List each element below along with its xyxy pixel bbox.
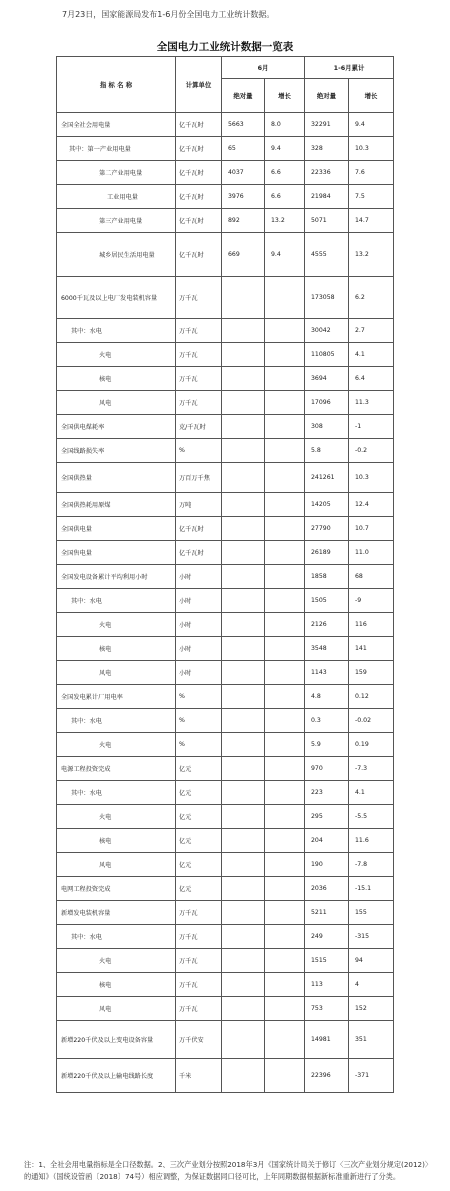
header-june: 6月 [222, 57, 305, 79]
row-june-growth [265, 589, 305, 613]
row-ytd-growth: 13.2 [349, 233, 394, 277]
row-ytd-abs: 249 [305, 925, 349, 949]
row-ytd-abs: 5071 [305, 209, 349, 233]
row-ytd-abs: 1858 [305, 565, 349, 589]
row-unit: 小时 [176, 661, 222, 685]
row-june-abs [222, 949, 265, 973]
table-row [57, 233, 394, 277]
row-ytd-growth: 10.3 [349, 463, 394, 493]
row-june-abs [222, 343, 265, 367]
row-ytd-abs: 223 [305, 781, 349, 805]
row-unit: 亿元 [176, 757, 222, 781]
table-row [57, 661, 394, 685]
row-name: 全国发电累计厂用电率 [57, 685, 176, 709]
row-name: 全国线路损失率 [57, 439, 176, 463]
row-june-growth: 9.4 [265, 233, 305, 277]
row-unit: 万千伏安 [176, 1021, 222, 1059]
row-june-growth [265, 1021, 305, 1059]
row-ytd-abs: 1143 [305, 661, 349, 685]
row-name: 其中：第一产业用电量 [57, 137, 176, 161]
row-unit: % [176, 685, 222, 709]
table-row [57, 161, 394, 185]
row-unit: 亿千瓦时 [176, 209, 222, 233]
header-ytd-abs: 绝对量 [305, 79, 349, 113]
row-ytd-growth: 155 [349, 901, 394, 925]
row-unit: 亿千瓦时 [176, 233, 222, 277]
row-june-growth [265, 949, 305, 973]
table-row [57, 517, 394, 541]
row-ytd-abs: 970 [305, 757, 349, 781]
table-row [57, 637, 394, 661]
row-june-growth: 6.6 [265, 185, 305, 209]
row-june-growth [265, 733, 305, 757]
row-ytd-growth: 0.19 [349, 733, 394, 757]
row-june-abs [222, 367, 265, 391]
row-name: 全国全社会用电量 [57, 113, 176, 137]
row-june-growth [265, 367, 305, 391]
row-unit: 亿元 [176, 853, 222, 877]
row-ytd-abs: 204 [305, 829, 349, 853]
row-june-abs [222, 589, 265, 613]
row-ytd-growth: -7.3 [349, 757, 394, 781]
row-june-growth [265, 853, 305, 877]
row-unit: 万千瓦 [176, 997, 222, 1021]
row-name: 风电 [57, 997, 176, 1021]
row-name: 风电 [57, 853, 176, 877]
row-name: 全国售电量 [57, 541, 176, 565]
row-ytd-growth: -9 [349, 589, 394, 613]
row-june-growth [265, 391, 305, 415]
row-name: 核电 [57, 829, 176, 853]
row-june-abs [222, 637, 265, 661]
row-june-growth [265, 613, 305, 637]
table-row [57, 781, 394, 805]
row-ytd-growth: 152 [349, 997, 394, 1021]
row-june-growth: 13.2 [265, 209, 305, 233]
table-row [57, 493, 394, 517]
row-name: 电网工程投资完成 [57, 877, 176, 901]
row-unit: 小时 [176, 637, 222, 661]
table-row [57, 949, 394, 973]
row-ytd-growth: 351 [349, 1021, 394, 1059]
row-ytd-abs: 3548 [305, 637, 349, 661]
table-row [57, 565, 394, 589]
row-unit: 万千瓦 [176, 949, 222, 973]
table-row [57, 1059, 394, 1093]
row-unit: 万千瓦 [176, 277, 222, 319]
row-june-abs [222, 565, 265, 589]
header-june-abs: 绝对量 [222, 79, 265, 113]
row-name: 其中：水电 [57, 925, 176, 949]
row-unit: 万千瓦 [176, 343, 222, 367]
row-june-abs [222, 709, 265, 733]
row-name: 火电 [57, 949, 176, 973]
row-ytd-growth: 7.5 [349, 185, 394, 209]
row-ytd-growth: 6.2 [349, 277, 394, 319]
row-ytd-abs: 753 [305, 997, 349, 1021]
row-ytd-growth: 4.1 [349, 781, 394, 805]
row-june-growth [265, 463, 305, 493]
row-june-growth [265, 439, 305, 463]
row-name: 6000千瓦及以上电厂发电装机容量 [57, 277, 176, 319]
table-row [57, 277, 394, 319]
row-june-abs [222, 439, 265, 463]
table-row [57, 185, 394, 209]
row-ytd-abs: 328 [305, 137, 349, 161]
table-row [57, 541, 394, 565]
row-ytd-abs: 0.3 [305, 709, 349, 733]
row-june-growth [265, 685, 305, 709]
row-name: 工业用电量 [57, 185, 176, 209]
row-ytd-abs: 295 [305, 805, 349, 829]
row-ytd-growth: 4.1 [349, 343, 394, 367]
row-ytd-growth: -315 [349, 925, 394, 949]
row-june-growth [265, 925, 305, 949]
row-name: 其中：水电 [57, 319, 176, 343]
table-row [57, 973, 394, 997]
row-unit: 小时 [176, 613, 222, 637]
row-ytd-abs: 3694 [305, 367, 349, 391]
row-name: 全国发电设备累计平均利用小时 [57, 565, 176, 589]
row-name: 风电 [57, 391, 176, 415]
row-name: 火电 [57, 613, 176, 637]
row-name: 全国供电煤耗率 [57, 415, 176, 439]
row-june-abs [222, 973, 265, 997]
header-indicator: 指 标 名 称 [57, 57, 176, 113]
row-june-growth [265, 277, 305, 319]
row-unit: 万千瓦 [176, 973, 222, 997]
row-unit: 亿千瓦时 [176, 161, 222, 185]
row-june-growth [265, 415, 305, 439]
table-row [57, 877, 394, 901]
row-ytd-growth: -0.02 [349, 709, 394, 733]
row-unit: 亿千瓦时 [176, 517, 222, 541]
table-row [57, 439, 394, 463]
table-row [57, 1021, 394, 1059]
table-row [57, 925, 394, 949]
row-name: 核电 [57, 367, 176, 391]
table-row [57, 685, 394, 709]
row-ytd-growth: 7.6 [349, 161, 394, 185]
row-ytd-abs: 113 [305, 973, 349, 997]
row-ytd-growth: 68 [349, 565, 394, 589]
row-unit: 克/千瓦时 [176, 415, 222, 439]
table-row [57, 113, 394, 137]
table-row [57, 805, 394, 829]
row-june-abs [222, 925, 265, 949]
table-row [57, 137, 394, 161]
row-name: 新增220千伏及以上变电设备容量 [57, 1021, 176, 1059]
footnote: 注：1、全社会用电量指标是全口径数据。2、三次产业划分按照2018年3月《国家统计局关于修订〈三次产业划分规定(2012)〉的通知》（国统设管函〔2018〕74号）相应调整，为保证数据同口径可比，上年同期数据根据新标准重新进行了分类。 [24, 1160, 433, 1181]
table-row [57, 319, 394, 343]
row-june-growth [265, 1059, 305, 1093]
row-june-growth [265, 661, 305, 685]
row-june-growth: 9.4 [265, 137, 305, 161]
row-june-abs [222, 901, 265, 925]
table-row [57, 209, 394, 233]
row-june-abs: 892 [222, 209, 265, 233]
row-ytd-abs: 14981 [305, 1021, 349, 1059]
row-june-abs [222, 463, 265, 493]
row-ytd-abs: 241261 [305, 463, 349, 493]
row-june-growth [265, 541, 305, 565]
row-june-growth [265, 343, 305, 367]
row-june-abs [222, 613, 265, 637]
header-ytd-growth: 增长 [349, 79, 394, 113]
row-june-growth [265, 637, 305, 661]
row-unit: 亿元 [176, 877, 222, 901]
row-june-abs [222, 685, 265, 709]
table-row [57, 589, 394, 613]
row-name: 核电 [57, 973, 176, 997]
table-row [57, 997, 394, 1021]
row-june-abs [222, 877, 265, 901]
row-ytd-abs: 5.9 [305, 733, 349, 757]
row-june-growth [265, 517, 305, 541]
row-name: 全国供热量 [57, 463, 176, 493]
row-ytd-growth: 10.7 [349, 517, 394, 541]
row-name: 全国供热耗用原煤 [57, 493, 176, 517]
row-unit: 亿千瓦时 [176, 113, 222, 137]
row-ytd-abs: 2036 [305, 877, 349, 901]
row-ytd-growth: 11.6 [349, 829, 394, 853]
row-name: 火电 [57, 343, 176, 367]
row-june-growth [265, 829, 305, 853]
row-ytd-abs: 21984 [305, 185, 349, 209]
row-june-abs: 65 [222, 137, 265, 161]
row-ytd-abs: 1505 [305, 589, 349, 613]
row-june-abs [222, 415, 265, 439]
row-unit: 万千瓦 [176, 319, 222, 343]
row-june-abs [222, 997, 265, 1021]
row-ytd-abs: 14205 [305, 493, 349, 517]
row-ytd-growth: 2.7 [349, 319, 394, 343]
row-ytd-growth: 159 [349, 661, 394, 685]
row-name: 火电 [57, 805, 176, 829]
row-june-growth [265, 493, 305, 517]
row-ytd-abs: 190 [305, 853, 349, 877]
table-row [57, 757, 394, 781]
row-ytd-growth: -7.8 [349, 853, 394, 877]
row-june-growth [265, 565, 305, 589]
row-ytd-growth: 11.0 [349, 541, 394, 565]
table-row [57, 367, 394, 391]
row-name: 第二产业用电量 [57, 161, 176, 185]
row-june-growth [265, 709, 305, 733]
row-ytd-growth: 4 [349, 973, 394, 997]
row-june-abs [222, 661, 265, 685]
table-row [57, 391, 394, 415]
row-ytd-abs: 26189 [305, 541, 349, 565]
row-ytd-growth: -0.2 [349, 439, 394, 463]
row-name: 风电 [57, 661, 176, 685]
row-ytd-abs: 308 [305, 415, 349, 439]
row-ytd-abs: 4555 [305, 233, 349, 277]
row-ytd-growth: 6.4 [349, 367, 394, 391]
row-name: 新增发电装机容量 [57, 901, 176, 925]
row-name: 其中：水电 [57, 781, 176, 805]
row-june-abs [222, 733, 265, 757]
row-ytd-growth: 10.3 [349, 137, 394, 161]
row-ytd-abs: 17096 [305, 391, 349, 415]
row-unit: 亿千瓦时 [176, 137, 222, 161]
row-unit: % [176, 733, 222, 757]
row-name: 城乡居民生活用电量 [57, 233, 176, 277]
row-june-abs [222, 829, 265, 853]
statistics-table [56, 56, 394, 1093]
row-unit: 万千瓦 [176, 391, 222, 415]
row-ytd-abs: 30042 [305, 319, 349, 343]
row-ytd-abs: 110805 [305, 343, 349, 367]
row-june-growth [265, 901, 305, 925]
row-june-growth [265, 781, 305, 805]
table-row [57, 733, 394, 757]
row-june-abs [222, 853, 265, 877]
row-june-abs [222, 277, 265, 319]
row-name: 全国供电量 [57, 517, 176, 541]
row-ytd-abs: 5.8 [305, 439, 349, 463]
row-ytd-abs: 5211 [305, 901, 349, 925]
row-june-growth [265, 757, 305, 781]
table-row [57, 343, 394, 367]
intro-text: 7月23日，国家能源局发布1-6月份全国电力工业统计数据。 [62, 10, 275, 19]
table-row [57, 901, 394, 925]
row-june-abs [222, 1021, 265, 1059]
row-unit: 万千瓦 [176, 901, 222, 925]
row-ytd-growth: 116 [349, 613, 394, 637]
table-row [57, 829, 394, 853]
row-ytd-growth: 11.3 [349, 391, 394, 415]
row-june-growth [265, 997, 305, 1021]
row-ytd-abs: 173058 [305, 277, 349, 319]
table-title: 全国电力工业统计数据一览表 [156, 41, 294, 53]
row-unit: % [176, 709, 222, 733]
row-unit: 万千瓦 [176, 925, 222, 949]
row-june-growth [265, 319, 305, 343]
table-row [57, 853, 394, 877]
row-unit: 小时 [176, 565, 222, 589]
row-june-abs [222, 391, 265, 415]
row-june-abs [222, 319, 265, 343]
row-june-abs [222, 517, 265, 541]
row-ytd-growth: 141 [349, 637, 394, 661]
row-name: 其中：水电 [57, 589, 176, 613]
row-name: 其中：水电 [57, 709, 176, 733]
row-name: 第三产业用电量 [57, 209, 176, 233]
row-unit: 亿元 [176, 805, 222, 829]
row-ytd-growth: -5.5 [349, 805, 394, 829]
row-ytd-growth: -15.1 [349, 877, 394, 901]
row-june-abs [222, 757, 265, 781]
row-june-abs: 5663 [222, 113, 265, 137]
row-ytd-growth: -371 [349, 1059, 394, 1093]
row-name: 新增220千伏及以上输电线路长度 [57, 1059, 176, 1093]
row-name: 火电 [57, 733, 176, 757]
row-ytd-abs: 22396 [305, 1059, 349, 1093]
row-june-abs: 4037 [222, 161, 265, 185]
row-june-growth [265, 877, 305, 901]
header-june-growth: 增长 [265, 79, 305, 113]
row-ytd-abs: 2126 [305, 613, 349, 637]
row-unit: 万千瓦 [176, 367, 222, 391]
row-unit: 亿千瓦时 [176, 541, 222, 565]
row-unit: 亿元 [176, 781, 222, 805]
row-ytd-growth: 14.7 [349, 209, 394, 233]
table-row [57, 613, 394, 637]
row-ytd-growth: 0.12 [349, 685, 394, 709]
row-ytd-abs: 22336 [305, 161, 349, 185]
row-unit: 万百万千焦 [176, 463, 222, 493]
row-june-abs: 669 [222, 233, 265, 277]
table-row [57, 463, 394, 493]
row-ytd-growth: 94 [349, 949, 394, 973]
header-ytd: 1-6月累计 [305, 57, 394, 79]
table-row [57, 709, 394, 733]
row-ytd-abs: 32291 [305, 113, 349, 137]
row-june-abs: 3976 [222, 185, 265, 209]
row-june-growth: 8.0 [265, 113, 305, 137]
table-body [57, 113, 394, 1093]
row-name: 核电 [57, 637, 176, 661]
header-unit: 计算单位 [176, 57, 222, 113]
row-unit: 亿千瓦时 [176, 185, 222, 209]
row-name: 电源工程投资完成 [57, 757, 176, 781]
row-ytd-growth: 9.4 [349, 113, 394, 137]
row-ytd-growth: -1 [349, 415, 394, 439]
row-june-abs [222, 805, 265, 829]
row-june-growth [265, 805, 305, 829]
row-ytd-abs: 1515 [305, 949, 349, 973]
table-row [57, 415, 394, 439]
row-ytd-abs: 4.8 [305, 685, 349, 709]
row-june-abs [222, 1059, 265, 1093]
row-unit: 万吨 [176, 493, 222, 517]
row-june-abs [222, 493, 265, 517]
row-unit: 小时 [176, 589, 222, 613]
row-unit: % [176, 439, 222, 463]
row-unit: 亿元 [176, 829, 222, 853]
row-ytd-abs: 27790 [305, 517, 349, 541]
row-june-abs [222, 541, 265, 565]
row-june-growth: 6.6 [265, 161, 305, 185]
row-unit: 千米 [176, 1059, 222, 1093]
row-june-abs [222, 781, 265, 805]
row-june-growth [265, 973, 305, 997]
row-ytd-growth: 12.4 [349, 493, 394, 517]
